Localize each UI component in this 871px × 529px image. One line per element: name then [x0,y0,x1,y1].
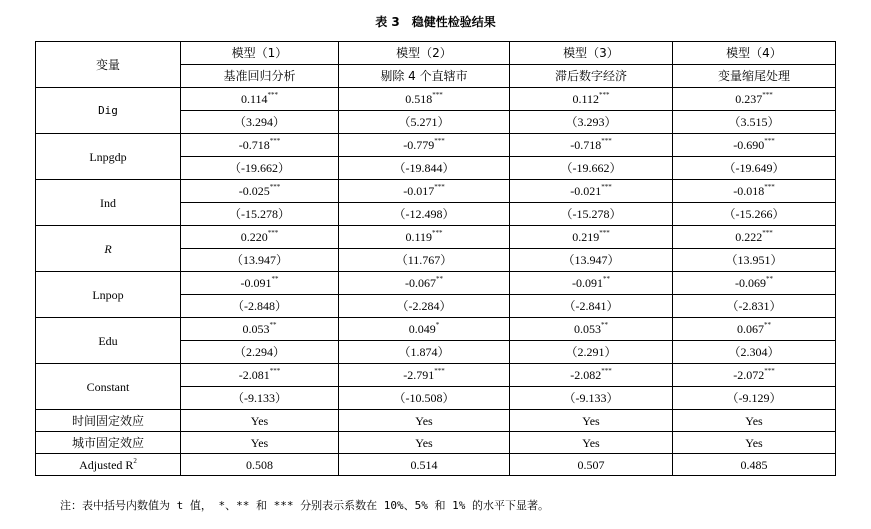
adj-r2-value: 0.508 [181,454,339,476]
coef-value: 0.222 [735,230,763,244]
coef-value: 0.237 [735,92,763,106]
t-value: （-9.133） [510,387,673,410]
coef-cell [339,180,510,203]
significance-stars: *** [762,229,773,237]
header-model-4: 模型（4） [673,42,836,65]
time-fe-value: Yes [339,410,510,432]
coef-value: 0.053 [574,322,601,336]
coef-value: 0.067 [737,322,764,336]
significance-stars: *** [267,91,279,99]
coef-cell [510,134,673,157]
city-fe-row [36,432,836,454]
coef-row [36,134,836,157]
coef-value: -0.067 [405,276,436,290]
coef-value: 0.518 [405,92,433,106]
coef-cell [181,272,339,295]
coef-value: 0.219 [572,230,600,244]
t-value: （-9.133） [181,387,339,410]
t-value: （3.294） [181,111,339,134]
header-model-2: 模型（2） [339,42,510,65]
coef-cell [510,364,673,387]
coef-cell [673,226,836,249]
significance-stars: *** [601,183,612,191]
coef-cell [673,88,836,111]
t-value: （-10.508） [339,387,510,410]
coef-value: -2.072 [733,368,765,382]
t-value: （2.294） [181,341,339,364]
t-value: （5.271） [339,111,510,134]
coef-value: -2.081 [238,368,270,382]
t-value: （-15.266） [673,203,836,226]
t-value: （13.951） [673,249,836,272]
header-desc-1: 基准回归分析 [181,65,339,88]
coef-value: -2.082 [570,368,602,382]
coef-cell [339,318,510,341]
significance-stars: *** [269,183,281,191]
significance-stars: *** [267,229,279,237]
variable-name: Lnpgdp [36,134,181,180]
coef-cell [673,134,836,157]
t-value: （-15.278） [181,203,339,226]
time-fe-value: Yes [510,410,673,432]
coef-value: -0.021 [570,184,602,198]
city-fe-value: Yes [181,432,339,454]
significance-stars: *** [432,229,443,237]
variable-name: Dig [36,88,181,134]
coef-cell [510,272,673,295]
significance-stars: *** [764,183,775,191]
coef-cell [181,364,339,387]
significance-stars: *** [762,91,773,99]
variable-name: Ind [36,180,181,226]
adj-r2-value: 0.507 [510,454,673,476]
coef-cell [339,88,510,111]
t-value: （-2.848） [181,295,339,318]
time-fe-row [36,410,836,432]
significance-stars: *** [432,91,443,99]
t-value: （-9.129） [673,387,836,410]
coef-cell [673,180,836,203]
city-fe-label: 城市固定效应 [36,432,181,454]
coef-cell [181,318,339,341]
coef-value: 0.049 [408,322,436,336]
coef-value: -0.091 [240,276,272,290]
t-value: （11.767） [339,249,510,272]
header-model-1: 模型（1） [181,42,339,65]
coef-value: 0.220 [240,230,268,244]
significance-stars: *** [764,367,775,375]
coef-cell [673,272,836,295]
significance-stars: *** [434,137,445,145]
coef-row [36,272,836,295]
coef-cell [339,134,510,157]
coef-cell [339,272,510,295]
t-value: （-19.662） [510,157,673,180]
coef-value: 0.053 [242,322,270,336]
table-note: 注：表中括号内数值为 t 值， *、** 和 *** 分别表示系数在 10%、5% 和 1% 的水平下显著。 [60,499,549,512]
variable-name: R [36,226,181,272]
t-value: （-12.498） [339,203,510,226]
coef-value: 0.114 [240,92,268,106]
t-value: （3.515） [673,111,836,134]
significance-stars: ** [764,321,771,329]
variable-name: Edu [36,318,181,364]
adj-r2-label: Adjusted $R^2$ [36,454,181,476]
significance-stars: *** [434,367,445,375]
coef-value: -2.791 [403,368,435,382]
significance-stars: *** [269,137,281,145]
coef-value: -0.017 [403,184,435,198]
significance-stars: ** [436,275,443,283]
significance-stars: *** [269,367,281,375]
coef-row [36,318,836,341]
coef-cell [510,318,673,341]
variable-name: Constant [36,364,181,410]
t-value: （-15.278） [510,203,673,226]
significance-stars: *** [599,229,610,237]
coef-value: 0.112 [572,92,600,106]
variable-name: Lnpop [36,272,181,318]
t-value: （13.947） [181,249,339,272]
coef-cell [181,180,339,203]
header-desc-2: 剔除 4 个直辖市 [339,65,510,88]
coef-cell [673,318,836,341]
coef-row [36,364,836,387]
coef-row [36,180,836,203]
significance-stars: * [435,321,440,329]
header-row-models [36,42,836,65]
adj-r2-row [36,454,836,476]
significance-stars: *** [599,91,610,99]
coef-value: -0.025 [238,184,270,198]
t-value: （-19.662） [181,157,339,180]
significance-stars: ** [269,321,277,329]
t-value: （2.291） [510,341,673,364]
time-fe-value: Yes [181,410,339,432]
table-title: 表 3 稳健性检验结果 [375,15,496,29]
header-model-3: 模型（3） [510,42,673,65]
adj-r2-value: 0.514 [339,454,510,476]
coef-row [36,88,836,111]
coef-cell [339,364,510,387]
t-value: （2.304） [673,341,836,364]
significance-stars: ** [601,321,608,329]
coef-value: -0.718 [238,138,270,152]
coef-cell [181,226,339,249]
significance-stars: *** [601,367,612,375]
significance-stars: *** [434,183,445,191]
significance-stars: ** [603,275,610,283]
coef-value: -0.069 [735,276,766,290]
t-value: （-2.831） [673,295,836,318]
coef-cell [339,226,510,249]
coef-cell [181,134,339,157]
coef-cell [510,180,673,203]
coef-value: -0.779 [403,138,435,152]
results-table [35,41,836,476]
t-value: （-19.649） [673,157,836,180]
coef-cell [510,226,673,249]
adj-r2-value: 0.485 [673,454,836,476]
header-desc-4: 变量缩尾处理 [673,65,836,88]
header-variable: 变量 [36,42,181,88]
significance-stars: ** [766,275,773,283]
coef-cell [181,88,339,111]
coef-value: 0.119 [405,230,433,244]
time-fe-value: Yes [673,410,836,432]
coef-value: -0.018 [733,184,765,198]
t-value: （13.947） [510,249,673,272]
significance-stars: *** [764,137,775,145]
coef-cell [510,88,673,111]
coef-value: -0.718 [570,138,602,152]
significance-stars: ** [271,275,279,283]
coef-value: -0.690 [733,138,765,152]
coef-value: -0.091 [572,276,603,290]
t-value: （3.293） [510,111,673,134]
significance-stars: *** [601,137,612,145]
t-value: （-2.841） [510,295,673,318]
time-fe-label: 时间固定效应 [36,410,181,432]
city-fe-value: Yes [510,432,673,454]
t-value: （1.874） [339,341,510,364]
coef-cell [673,364,836,387]
header-desc-3: 滞后数字经济 [510,65,673,88]
city-fe-value: Yes [673,432,836,454]
t-value: （-19.844） [339,157,510,180]
coef-row [36,226,836,249]
city-fe-value: Yes [339,432,510,454]
t-value: （-2.284） [339,295,510,318]
